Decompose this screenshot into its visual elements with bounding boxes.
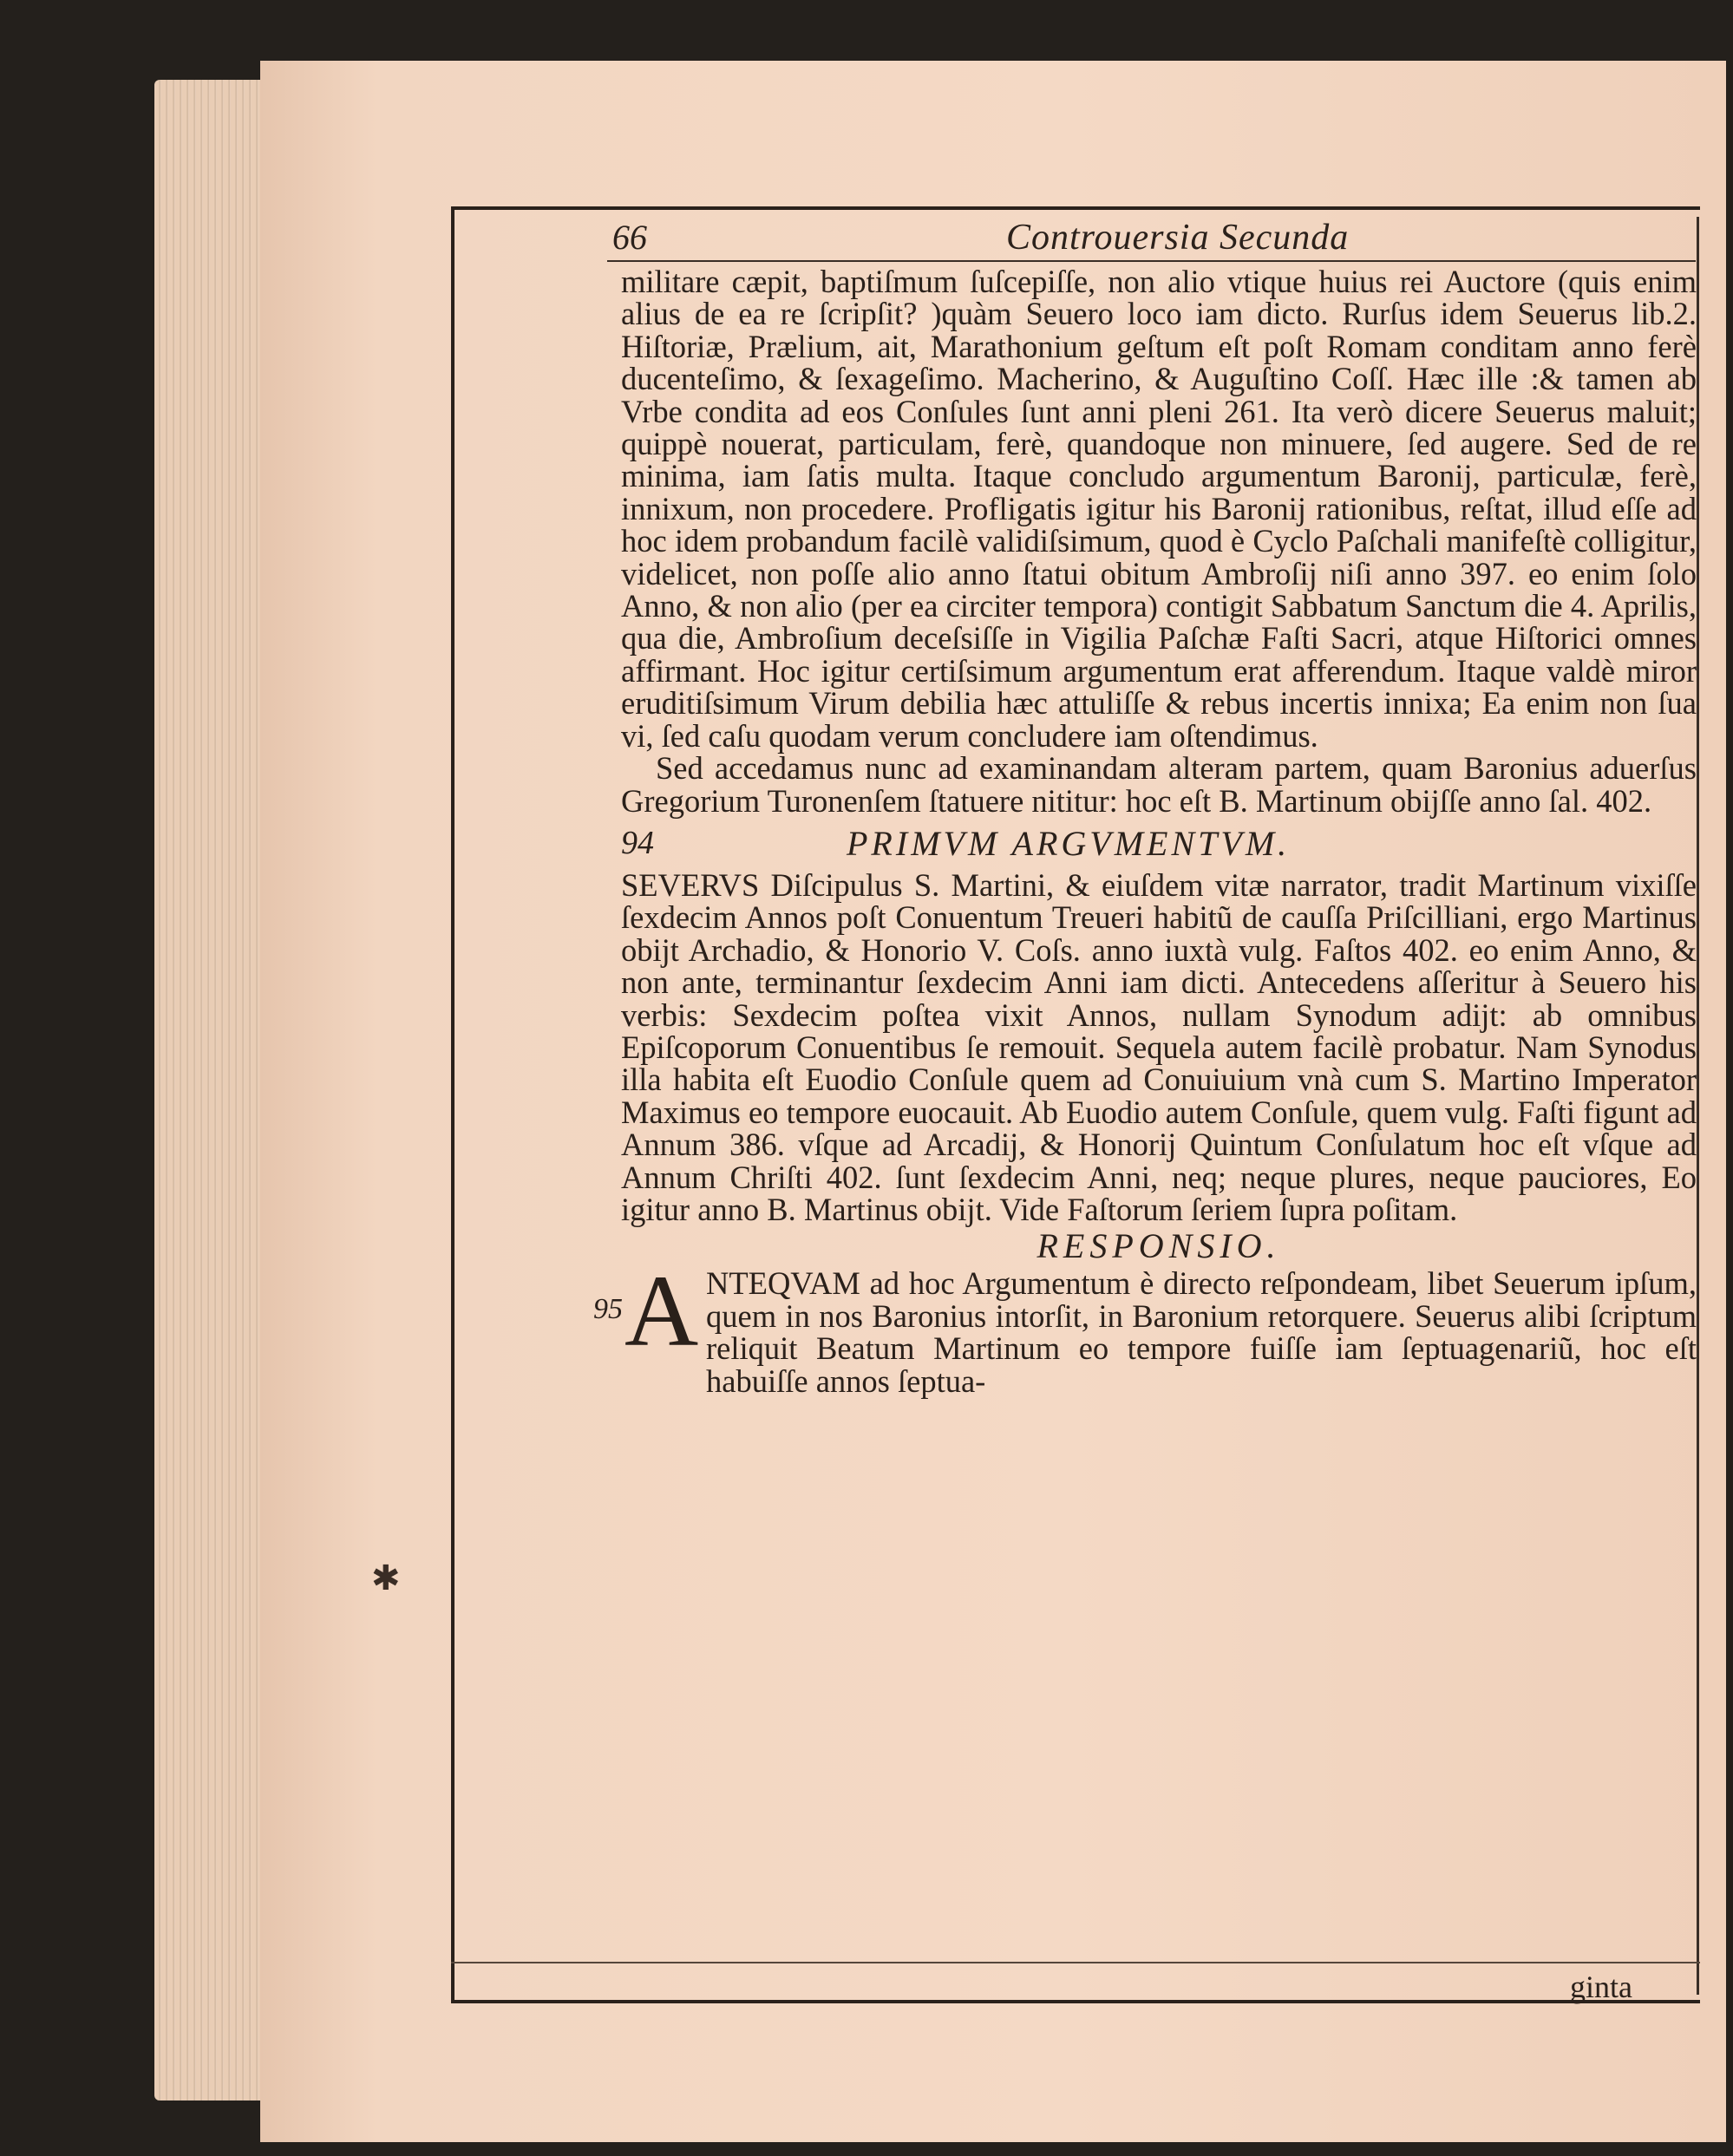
drop-cap: A bbox=[625, 1254, 699, 1369]
frame-rule-left bbox=[451, 206, 455, 2003]
page-number: 66 bbox=[612, 218, 647, 257]
section-number: 94 bbox=[621, 824, 654, 861]
header-rule bbox=[607, 260, 1696, 262]
catchword-rule bbox=[451, 1962, 1700, 1963]
frame-rule-top bbox=[451, 206, 1700, 210]
paragraph-4-wrap bbox=[593, 1254, 1697, 1399]
responsio-heading: RESPONSIO. bbox=[1037, 1226, 1281, 1266]
frame-rule-bottom bbox=[451, 2000, 1700, 2003]
section-title: PRIMVM ARGVMENTVM. bbox=[847, 823, 1291, 863]
catchword: ginta bbox=[1570, 1970, 1632, 2004]
margin-mark-icon: ✱ bbox=[371, 1558, 401, 1597]
paragraph-4: NTEQVAM ad hoc Argumentum è directo reſpondeam, libet Seuerum ipſum, quem in nos Baronius intorſit, in Baronium retorquere. Seuerus alibi ſcriptum reliquit Beatum Martinum eo tempore fuiſſe iam ſeptuagenariũ, hoc eſt habuiſſe annos ſeptua- bbox=[706, 1265, 1697, 1399]
running-head: Controuersia Secunda bbox=[1006, 218, 1350, 258]
paragraph-3: SEVERVS Diſcipulus S. Martini, & eiuſdem vitæ narrator, tradit Martinum vixiſſe ſexdecim Annos poſt Conuentum Treueri habitũ de cauſſa Priſcilliani, ergo Martinus obijt Archadio, & Honorio V. Coſs. anno iuxtà vulg. Faſtos 402. eo enim Anno, & non ante, terminantur ſexdecim Anni iam dicti. Antecedens aſſeritur à Seuero his verbis: Sexdecim poſtea vixit Annos, nullam Synodum adijt: ab omnibus Epiſcoporum Conuentibus ſe remouit. Sequela autem facilè probatur. Nam Synodus illa habita eſt Euodio Conſule quem ad Conuiuium vnà cum S. Martino Imperator Maximus eo tempore euocauit. Ab Euodio autem Conſule, quem vulg. Faſti figunt ad Annum 386. vſque ad Arcadij, & Honorij Quintum Conſulatum hoc eſt vſque ad Annum Chriſti 402. ſunt ſexdecim Anni, neq; neque plures, neque pauciores, Eo igitur anno B. Martinus obijt. Vide Faſtorum ſeriem ſupra poſitam. bbox=[621, 866, 1697, 1227]
main-text-block bbox=[593, 264, 1697, 1399]
paragraph-number: 95 bbox=[593, 1293, 623, 1326]
section-heading bbox=[621, 824, 1697, 869]
frame-rule-right bbox=[1697, 217, 1699, 1995]
paragraph-2: Sed accedamus nunc ad examinandam alteram partem, quam Baronius aduerſus Gregorium Turonenſem ſtatuere nititur: hoc eſt B. Martinum obijſſe anno ſal. 402. bbox=[621, 750, 1697, 819]
paragraph-1: militare cæpit, baptiſmum ſuſcepiſſe, non alio vtique huius rei Auctore (quis enim alius de ea re ſcripſit? )quàm Seuero loco iam dicto. Rurſus idem Seuerus lib.2. Hiſtoriæ, Prælium, ait, Marathonium geſtum eſt poſt Romam conditam anno ferè ducenteſimo, & ſexageſimo. Macherino, & Auguſtino Coſſ. Hæc ille :& tamen ab Vrbe condita ad eos Conſules ſunt anni pleni 261. Ita verò dicere Seuerus maluit; quippè nouerat, particulam, ferè, quandoque non minuere, ſed augere. Sed de re minima, iam ſatis multa. Itaque concludo argumentum Baronij, particulæ, ferè, innixum, non procedere. Profligatis igitur his Baronij rationibus, reſtat, illud eſſe ad hoc idem probandum facilè validiſsimum, quod è Cyclo Paſchali manifeſtè colligitur, videlicet, non poſſe alio anno ſtatui obitum Ambroſij niſi anno 397. eo enim ſolo Anno, & non alio (per ea circiter tempora) contigit Sabbatum Sanctum die 4. Aprilis, qua die, Ambroſium deceſsiſſe in Vigilia Paſchæ Faſti Sacri, atque Hiſtorici omnes affirmant. Hoc igitur certiſsimum argumentum erat afferendum. Itaque valdè miror eruditiſsimum Virum debilia hæc attuliſſe & rebus incertis innixa; Ea enim non ſua vi, ſed caſu quodam verum concludere iam oſtendimus. bbox=[621, 264, 1697, 754]
